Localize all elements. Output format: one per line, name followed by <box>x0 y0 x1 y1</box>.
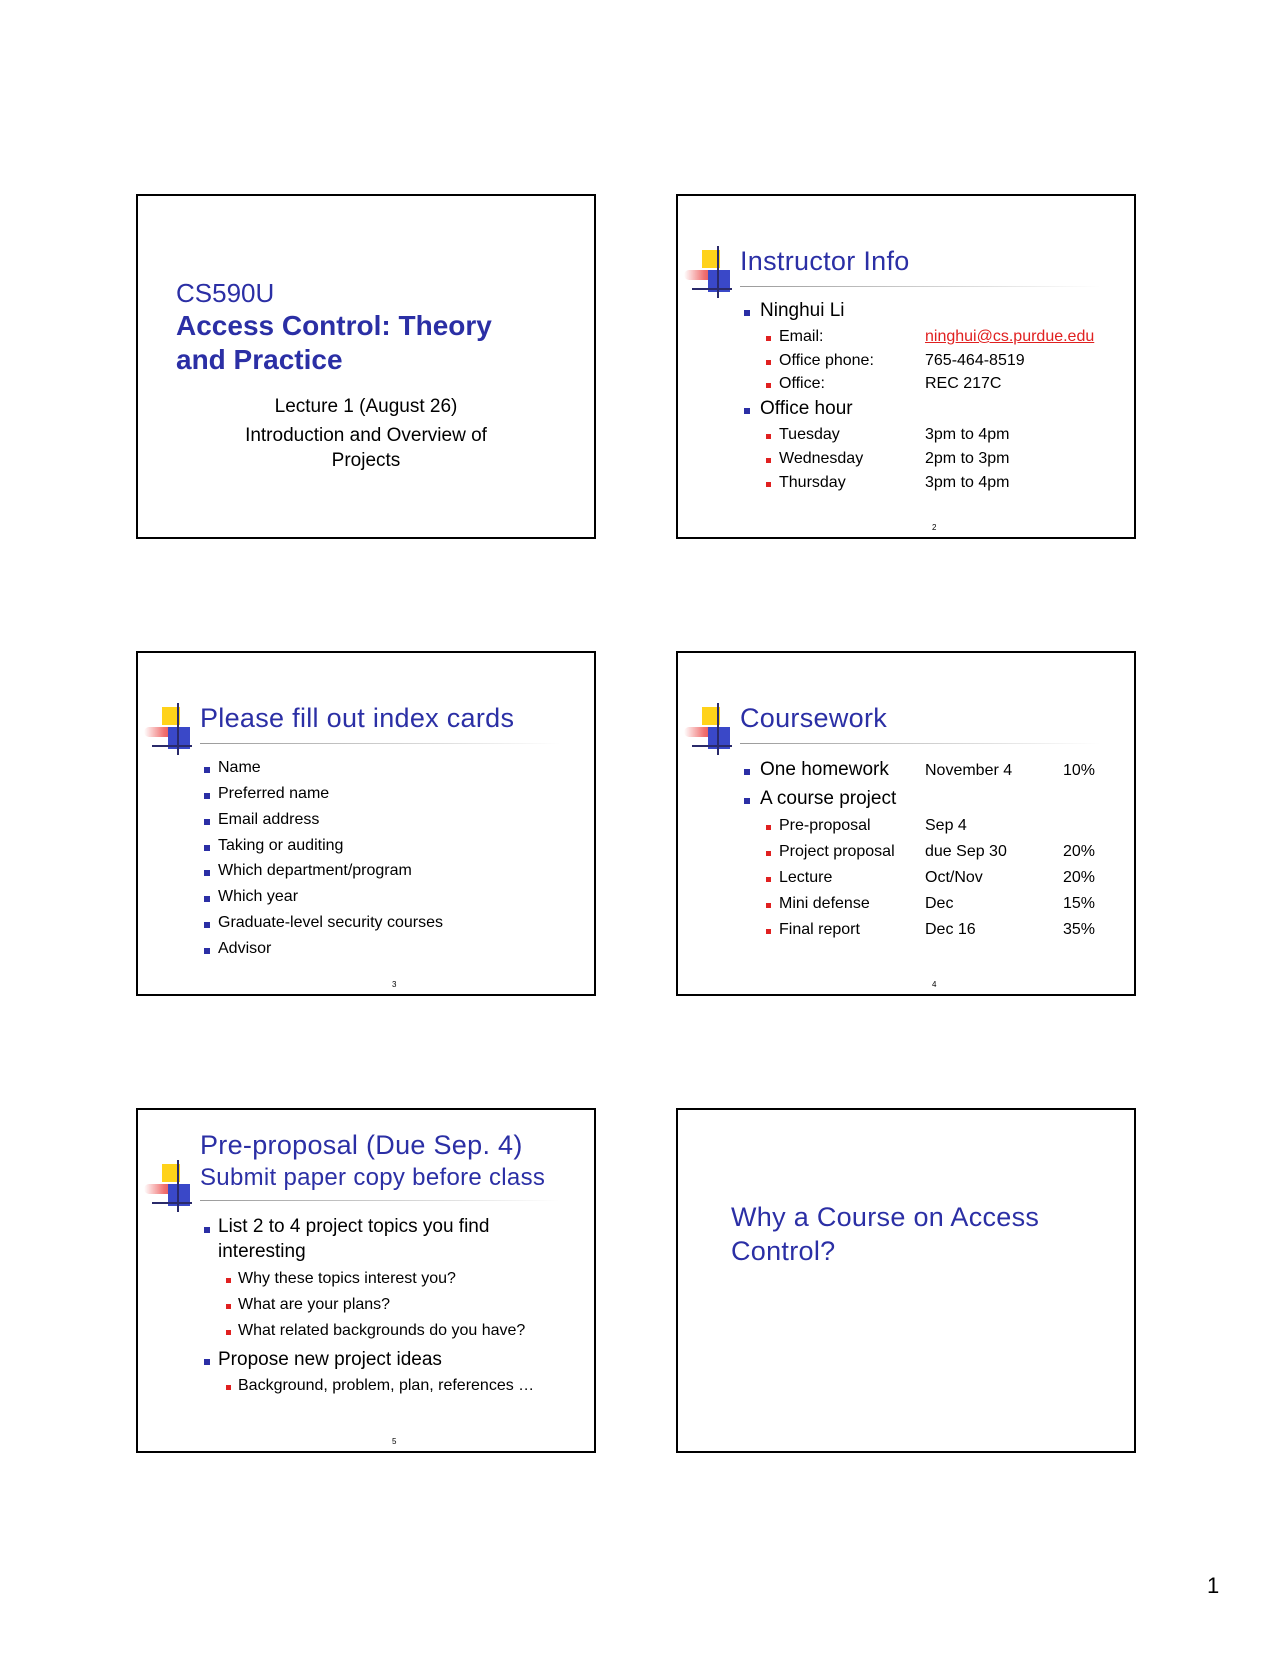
bullet-icon <box>744 310 750 316</box>
slide-logo-icon <box>144 703 204 757</box>
course-title-line2: and Practice <box>176 344 343 375</box>
bullet-icon <box>766 434 771 439</box>
list-item: Name <box>218 759 261 776</box>
list-item: Taking or auditing <box>218 837 344 854</box>
slide-number: 2 <box>932 523 937 532</box>
bullet-icon <box>766 336 771 341</box>
sub-item: Why these topics interest you? <box>238 1270 456 1287</box>
list-item: Preferred name <box>218 785 330 802</box>
slide-2 <box>676 194 1136 539</box>
office-value: REC 217C <box>925 375 1002 392</box>
phone-value: 765-464-8519 <box>925 352 1025 369</box>
project-item-percent: 20% <box>1063 869 1096 886</box>
bullet-icon <box>744 408 750 414</box>
bullet-icon <box>766 851 771 856</box>
lecture-subtitle-line2: Projects <box>331 450 401 471</box>
project-item-percent: 15% <box>1063 895 1096 912</box>
slide-6 <box>676 1108 1136 1453</box>
email-link[interactable]: ninghui@cs.purdue.edu <box>925 328 1095 345</box>
bullet-icon <box>744 798 750 804</box>
office-hour-time: 2pm to 3pm <box>925 450 1010 467</box>
slide-logo-icon <box>684 703 744 757</box>
project-item-label: Final report <box>779 921 860 938</box>
bullet-icon <box>226 1304 231 1309</box>
slide-title: Coursework <box>740 703 888 733</box>
bullet-icon <box>766 458 771 463</box>
homework-percent: 10% <box>1063 762 1096 779</box>
title-divider <box>200 743 560 744</box>
sub-item: What related backgrounds do you have? <box>238 1322 526 1339</box>
slide-title: Please fill out index cards <box>200 703 515 733</box>
list-item: Which year <box>218 888 299 905</box>
bullet-icon <box>766 903 771 908</box>
bullet-icon <box>766 383 771 388</box>
slide-4 <box>676 651 1136 996</box>
slide-title: Why a Course on Access <box>731 1202 1040 1232</box>
instructor-name: Ninghui Li <box>760 300 845 321</box>
project-item-percent: 35% <box>1063 921 1096 938</box>
bullet-icon <box>766 825 771 830</box>
project-item-date: Oct/Nov <box>925 869 983 886</box>
project-label: A course project <box>760 788 897 809</box>
list-item: Email address <box>218 811 320 828</box>
slide-3 <box>136 651 596 996</box>
phone-label: Office phone: <box>779 352 874 369</box>
slide-title: Instructor Info <box>740 246 910 276</box>
office-hour-time: 3pm to 4pm <box>925 474 1010 491</box>
bullet-icon <box>204 793 210 799</box>
bullet-icon <box>226 1278 231 1283</box>
list-item: Advisor <box>218 940 272 957</box>
bullet-icon <box>204 1359 210 1365</box>
bullet-icon <box>204 870 210 876</box>
bullet-icon <box>204 819 210 825</box>
sub-item: What are your plans? <box>238 1296 391 1313</box>
slide-title: Pre-proposal (Due Sep. 4) <box>200 1130 523 1160</box>
title-divider <box>740 286 1100 287</box>
project-item-date: Dec <box>925 895 954 912</box>
office-hour-day: Tuesday <box>779 426 840 443</box>
bullet-icon <box>204 922 210 928</box>
title-divider <box>200 1200 560 1201</box>
homework-date: November 4 <box>925 762 1013 779</box>
project-item-date: Dec 16 <box>925 921 976 938</box>
office-hour-time: 3pm to 4pm <box>925 426 1010 443</box>
project-item-date: Sep 4 <box>925 817 967 834</box>
course-title-line1: Access Control: Theory <box>176 310 492 341</box>
pre-proposal-item-cont: interesting <box>218 1241 306 1262</box>
slide-title-cont: Control? <box>731 1236 836 1266</box>
slide-logo-icon <box>684 246 744 300</box>
course-code: CS590U <box>176 278 275 308</box>
slide-1 <box>136 194 596 539</box>
bullet-icon <box>204 845 210 851</box>
page-number: 1 <box>1207 1573 1220 1598</box>
slide-logo-icon <box>144 1160 204 1214</box>
homework-label: One homework <box>760 759 889 780</box>
lecture-info: Lecture 1 (August 26) <box>274 396 458 417</box>
slide-5 <box>136 1108 596 1453</box>
project-item-percent: 20% <box>1063 843 1096 860</box>
list-item: Graduate-level security courses <box>218 914 443 931</box>
slide-subtitle: Submit paper copy before class <box>200 1164 546 1191</box>
bullet-icon <box>766 360 771 365</box>
pre-proposal-item: List 2 to 4 project topics you find <box>218 1216 490 1237</box>
bullet-icon <box>204 767 210 773</box>
bullet-icon <box>766 482 771 487</box>
office-hour-day: Thursday <box>779 474 846 491</box>
bullet-icon <box>226 1385 231 1390</box>
title-divider <box>740 743 1100 744</box>
bullet-icon <box>204 1227 210 1233</box>
project-item-label: Pre-proposal <box>779 817 871 834</box>
bullet-icon <box>744 769 750 775</box>
project-item-label: Project proposal <box>779 843 895 860</box>
office-hour-day: Wednesday <box>779 450 864 467</box>
office-hour-heading: Office hour <box>760 398 853 419</box>
pre-proposal-item: Propose new project ideas <box>218 1349 442 1370</box>
bullet-icon <box>204 896 210 902</box>
bullet-icon <box>766 877 771 882</box>
slide-number: 5 <box>392 1437 397 1446</box>
list-item: Which department/program <box>218 862 412 879</box>
bullet-icon <box>204 948 210 954</box>
project-item-date: due Sep 30 <box>925 843 1007 860</box>
slide-number: 3 <box>392 980 397 989</box>
office-label: Office: <box>779 375 825 392</box>
lecture-subtitle-line1: Introduction and Overview of <box>245 425 487 446</box>
email-label: Email: <box>779 328 824 345</box>
slide-number: 4 <box>932 980 937 989</box>
project-item-label: Mini defense <box>779 895 870 912</box>
sub-item: Background, problem, plan, references … <box>238 1377 535 1394</box>
bullet-icon <box>226 1330 231 1335</box>
project-item-label: Lecture <box>779 869 833 886</box>
bullet-icon <box>766 929 771 934</box>
